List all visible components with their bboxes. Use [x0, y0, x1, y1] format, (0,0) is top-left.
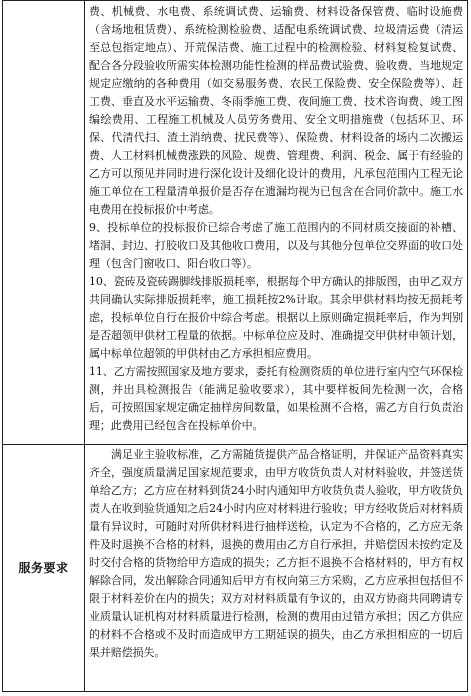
pricing-paragraph-item-11: 11、乙方需按照国家及地方要求，委托有检测资质的单位进行室内空气环保检测，并出具检测报告（能满足验收要求），其中要样板间先检测一次，合格后，可按照国家规定确定抽样房间数量，如果检测不合格，需乙方自行负责治理；此费用已经包含在投标单价中。 [89, 365, 463, 432]
service-requirements-label-cell [3, 444, 85, 691]
service-requirements-row [3, 444, 467, 691]
pricing-terms-content [89, 3, 463, 444]
service-requirements-content [89, 446, 463, 691]
service-requirements-paragraph: 满足业主验收标准，乙方需随货提供产品合格证明，并保证产品资料真实齐全，强度质量满足国家规范要求，由甲方收货负责人对材料验收，并签送货单给乙方；乙方应在材料到货24小时内通知甲方收货负责人验收，甲方收货负责人在收到验货通知之后24小时内应对材料进行验收；甲方经收货后对材料质量有异议时，可随时对所供材料进行抽样送检，认定为不合格的，乙方应无条件及时退换不合格的材料，退换的费用由乙方自行承担，并赔偿因未按约定及时交付合格的货物给甲方造成的损失；乙方拒不退换不合格材料的，甲方有权解除合同，发出解除合同通知后甲方有权向第三方采购，乙方应承担包括但不限于材料差价在内的损失；双方对材料质量有争议的，由双方协商共同聘请专业质量认证机构对材料质量进行检测，检测的费用由过错方承担；因乙方供应的材料不合格或不及时而造成甲方工期延误的损失，由乙方承担相应的一切后果并赔偿损失。 [89, 448, 463, 659]
pricing-terms-label-cell [3, 1, 85, 444]
pricing-paragraph-fees: 费、机械费、水电费、系统调试费、运输费、材料设备保管费、临时设施费（含场地租赁费）、系统检测检验费、适配电系统调试费、垃圾清运费（清运至总包指定地点）、开荒保洁费、施工过程中的检测检验、材料复检复试费、配合各分段验收所需实体检测功能性检测的样品费试验费、验收费、当地规定规定应缴纳的各种费用（如交易服务费、农民工保险费、安全保险费等）、赶工费、垂直及水平运输费、冬雨季施工费、夜间施工费、技术咨询费、竣工图编绘费用、工程施工机械及人员劳务费用、安全文明措施费（包括环卫、环保、代清代扫、渣土消纳费、扰民费等）、保险费、材料设备的场内二次搬运费、人工材料机械费涨跌的风险、规费、管理费、利润、税金、属于有经验的乙方可以预见并同时进行深化设计及细化设计的费用，凡承包范围内工程无论施工单位在工程量清单报价是否存在遗漏均视为已包含在合同价款中。施工水电费用在投标报价中考虑。 [89, 5, 463, 216]
pricing-paragraph-item-9: 9、投标单位的投标报价已综合考虑了施工范围内的不同材质交接面的补槽、堵洞、封边、打胶收口及其他收口费用，以及与其他分包单位交界面的收口处理（包含门窗收口、阳台收口等）。 [89, 221, 463, 270]
pricing-terms-row [3, 1, 467, 445]
contract-table [2, 0, 468, 692]
service-requirements-label: 服务要求 [18, 561, 69, 575]
pricing-paragraph-item-10: 10、瓷砖及瓷砖踢脚线排版损耗率，根据每个甲方确认的排版图，由甲乙双方共同确认实际排版损耗率，施工损耗按2%计取。其余甲供材料均按无损耗考虑，投标单位自行在报价中综合考虑。根据以上原则确定损耗率后，作为判别是否超领甲供材工程量的依据。中标单位应及时、准确提交甲供材申领计划，属中标单位超领的甲供材由乙方承担相应费用。 [89, 275, 463, 360]
